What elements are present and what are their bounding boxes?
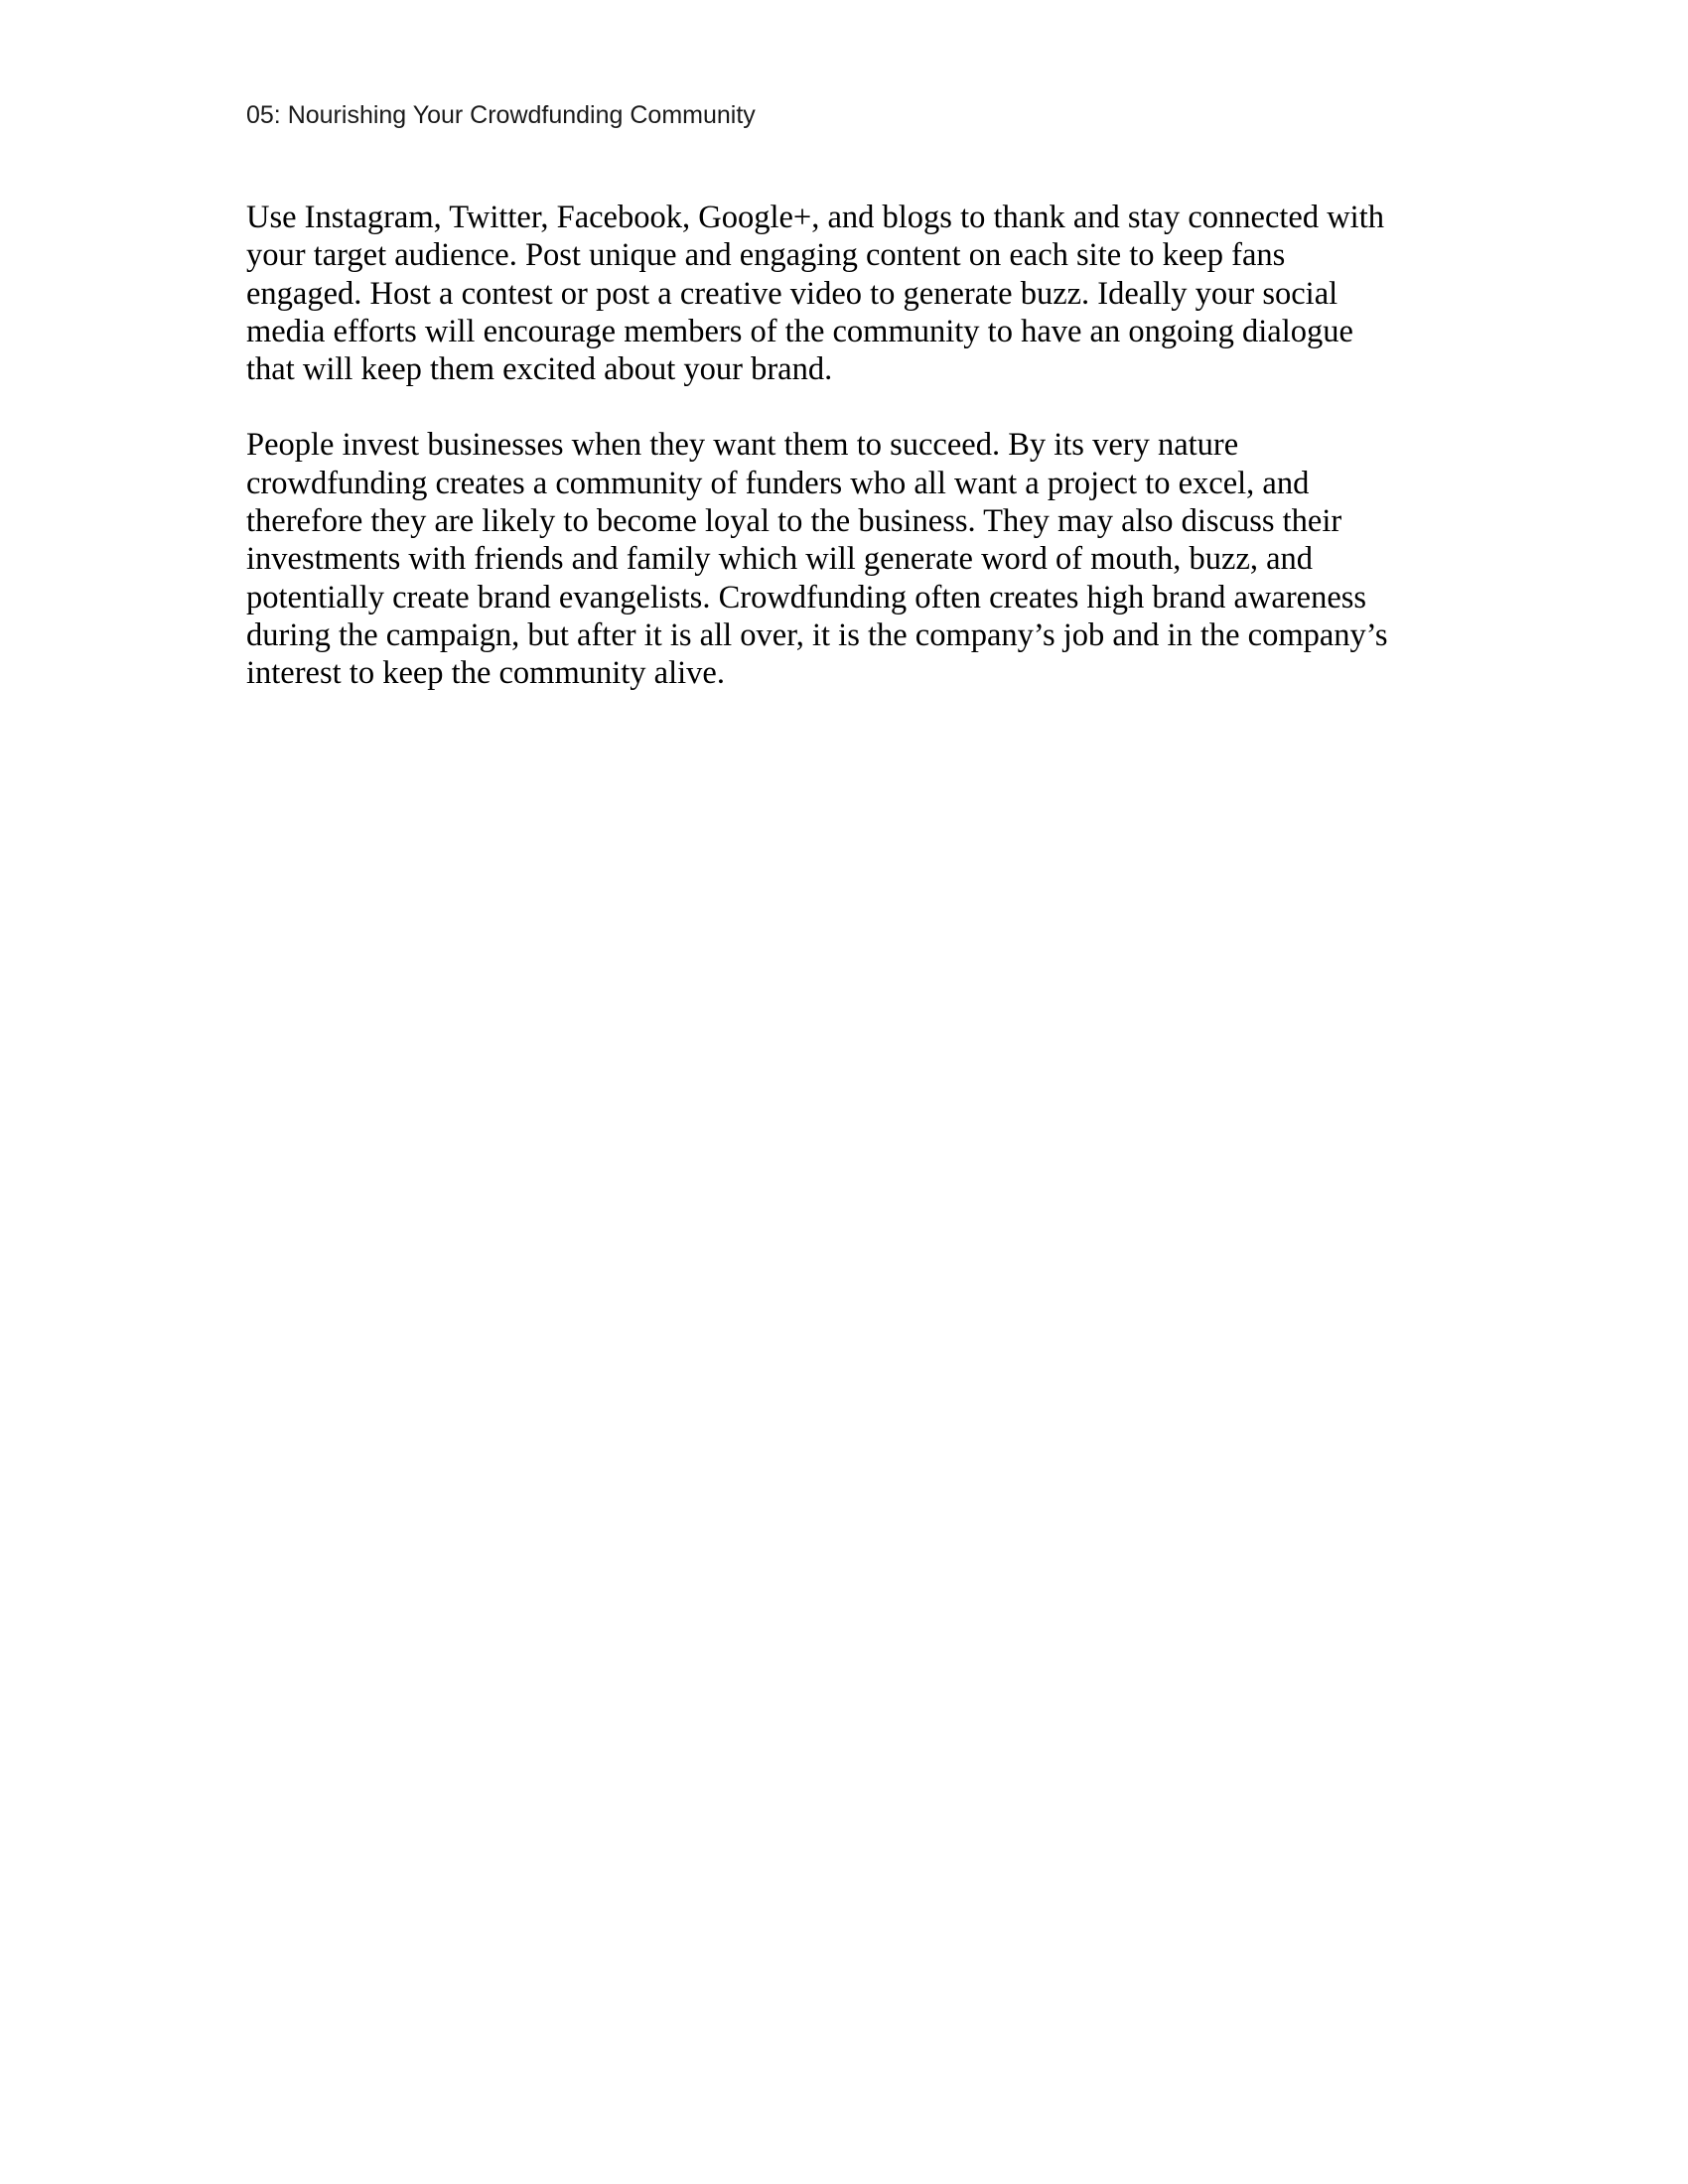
text-line: engaged. Host a contest or post a creative video to generate buzz. Ideally your social: [246, 275, 1338, 312]
text-line: interest to keep the community alive.: [246, 655, 725, 692]
text-line: during the campaign, but after it is all over, it is the company’s job and in the company’s: [246, 616, 1388, 653]
text-line: investments with friends and family which will generate word of mouth, buzz, and: [246, 541, 1314, 578]
paragraph-community: [246, 426, 1438, 692]
text-line: potentially create brand evangelists. Crowdfunding often creates high brand awareness: [246, 579, 1367, 615]
text-line: therefore they are likely to become loyal to the business. They may also discuss their: [246, 503, 1342, 540]
text-line: your target audience. Post unique and engaging content on each site to keep fans: [246, 237, 1286, 274]
text-line: Use Instagram, Twitter, Facebook, Google+, and blogs to thank and stay connected with: [246, 200, 1384, 235]
text-line: media efforts will encourage members of the community to have an ongoing dialogue: [246, 313, 1353, 349]
running-header: 05: Nourishing Your Crowdfunding Community: [246, 101, 756, 129]
text-line: that will keep them excited about your brand.: [246, 351, 833, 388]
paragraph-social-media: [246, 199, 1438, 388]
text-line: crowdfunding creates a community of funders who all want a project to excel, and: [246, 465, 1310, 501]
text-line: People invest businesses when they want them to succeed. By its very nature: [246, 427, 1239, 464]
body-text: [246, 199, 1438, 731]
